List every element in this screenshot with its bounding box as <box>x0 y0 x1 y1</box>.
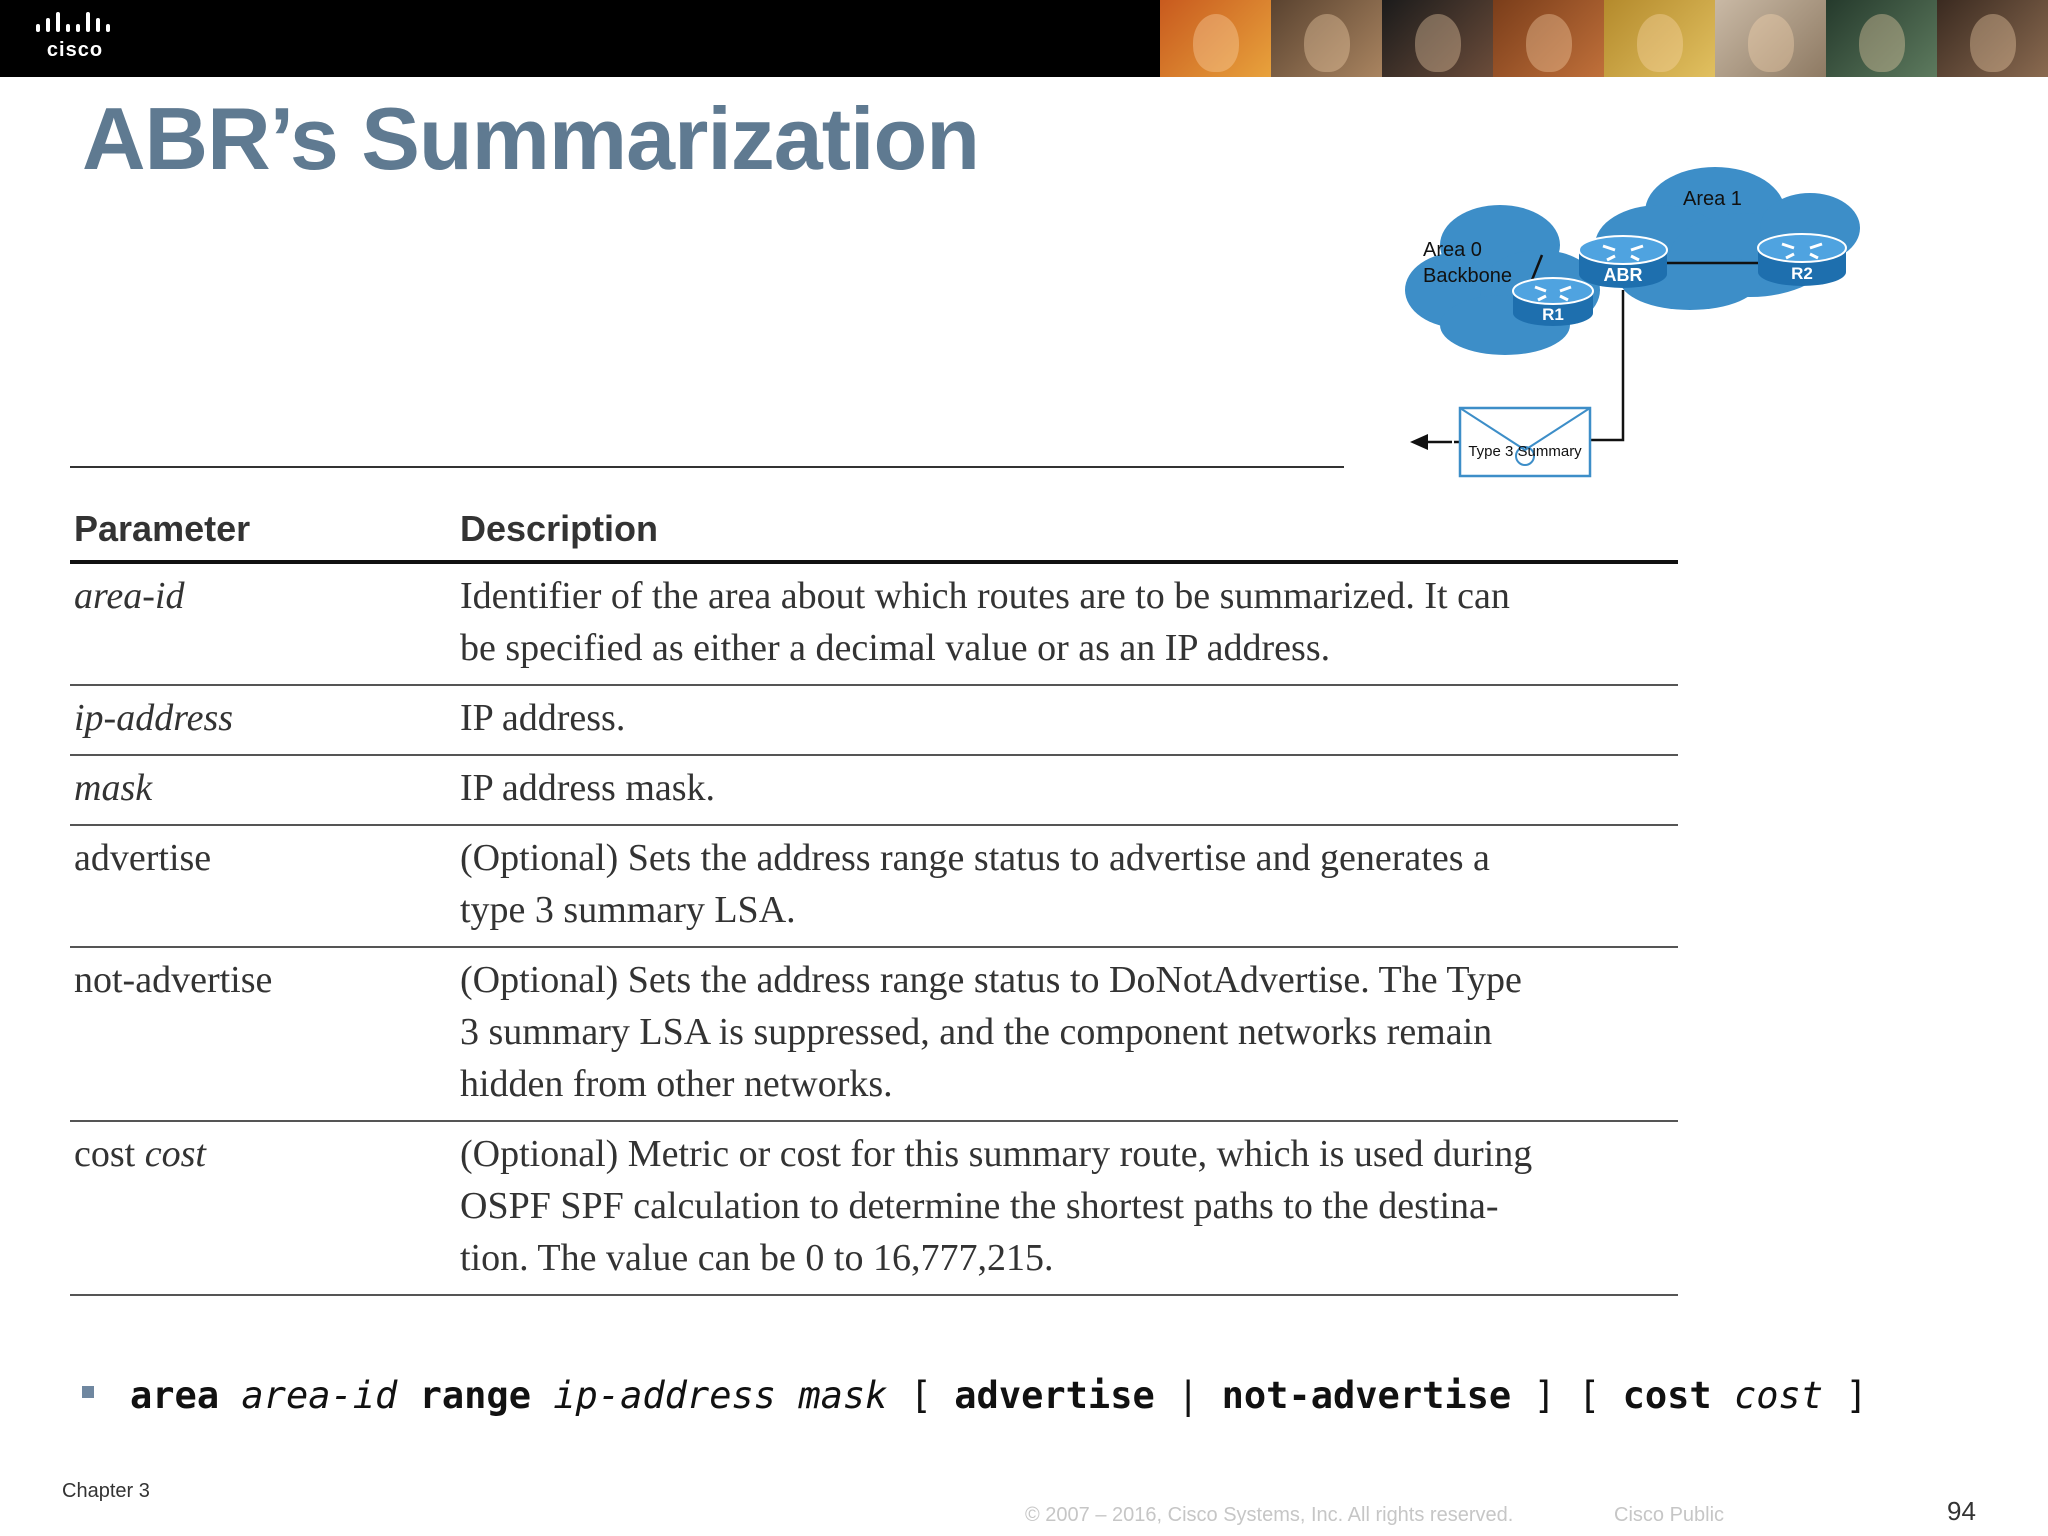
cmd-keyword: advertise <box>954 1374 1155 1417</box>
description-line: tion. The value can be 0 to 16,777,215. <box>460 1237 1054 1279</box>
photo-tile <box>1826 0 1937 77</box>
cmd-keyword: range <box>419 1374 531 1417</box>
photo-tile <box>1160 0 1271 77</box>
description-line: IP address mask. <box>460 767 716 809</box>
param-cell: mask <box>74 767 153 809</box>
backbone-label: Backbone <box>1423 265 1512 287</box>
description-line: 3 summary LSA is suppressed, and the component networks remain <box>460 1011 1493 1053</box>
param-argument: cost <box>144 1133 206 1175</box>
cisco-bars-icon <box>30 12 120 36</box>
command-syntax <box>82 1374 1868 1417</box>
cmd-argument: area-id <box>241 1374 398 1417</box>
cmd-bracket: ] <box>1845 1374 1868 1417</box>
table-row <box>70 564 1678 686</box>
table-row <box>70 686 1678 756</box>
chapter-label: Chapter 3 <box>62 1480 150 1502</box>
description-line: type 3 summary LSA. <box>460 889 796 931</box>
r2-router-icon <box>1758 234 1846 286</box>
classification-label: Cisco Public <box>1614 1504 1725 1526</box>
table-row <box>70 826 1678 948</box>
table-top-rule <box>70 466 1344 468</box>
param-cell <box>70 1128 460 1284</box>
description-cell <box>460 832 1678 936</box>
table-row <box>70 948 1678 1122</box>
param-keyword: cost <box>74 1133 136 1175</box>
bullet-icon <box>82 1386 94 1398</box>
abr-router-icon <box>1579 236 1667 288</box>
cmd-keyword: area <box>130 1374 220 1417</box>
param-cell: area-id <box>74 575 185 617</box>
cmd-keyword: cost <box>1622 1374 1712 1417</box>
description-line: OSPF SPF calculation to determine the shortest paths to the destina- <box>460 1185 1499 1227</box>
description-line: be specified as either a decimal value or as an IP address. <box>460 627 1331 669</box>
area1-label: Area 1 <box>1683 188 1742 210</box>
param-cell: not-advertise <box>74 959 273 1001</box>
lsa-label: Type 3 Summary <box>1468 443 1582 460</box>
photo-tile <box>1271 0 1382 77</box>
cmd-bracket: ] <box>1533 1374 1556 1417</box>
description-line: IP address. <box>460 697 626 739</box>
table-row <box>70 756 1678 826</box>
description-cell <box>460 762 1678 814</box>
r1-label: R1 <box>1542 305 1564 324</box>
description-cell <box>460 1128 1678 1284</box>
cmd-argument: ip-address <box>553 1374 777 1417</box>
header-parameter: Parameter <box>74 508 251 549</box>
arrow-left-icon <box>1410 434 1428 450</box>
area0-label: Area 0 <box>1423 239 1482 261</box>
photo-tile <box>1937 0 2048 77</box>
abr-label: ABR <box>1603 265 1643 285</box>
description-line: Identifier of the area about which routes are to be summarized. It can <box>460 575 1510 617</box>
cmd-bracket: [ <box>1578 1374 1601 1417</box>
parameter-table <box>70 500 1678 1296</box>
table-row <box>70 1122 1678 1296</box>
description-cell <box>460 692 1678 744</box>
photo-tile <box>1604 0 1715 77</box>
slide-title: ABR’s Summarization <box>82 89 980 188</box>
top-banner <box>0 0 2048 77</box>
cmd-pipe: | <box>1177 1374 1200 1417</box>
r2-label: R2 <box>1791 264 1813 283</box>
photo-tile <box>1493 0 1604 77</box>
cmd-argument: cost <box>1734 1374 1824 1417</box>
table-header-row <box>70 500 1678 564</box>
ospf-area-diagram <box>1390 150 1910 490</box>
description-line: (Optional) Sets the address range status to DoNotAdvertise. The Type <box>460 959 1522 1001</box>
copyright-notice: © 2007 – 2016, Cisco Systems, Inc. All rights reserved. <box>1025 1504 1514 1526</box>
cisco-wordmark: cisco <box>46 39 104 61</box>
header-description: Description <box>460 508 659 549</box>
cmd-argument: mask <box>798 1374 888 1417</box>
people-photo-strip <box>1160 0 2048 77</box>
r1-router-icon <box>1513 278 1593 326</box>
cmd-bracket: [ <box>909 1374 932 1417</box>
description-line: (Optional) Sets the address range status to advertise and generates a <box>460 837 1490 879</box>
description-cell <box>460 954 1678 1110</box>
description-line: hidden from other networks. <box>460 1063 893 1105</box>
param-cell: ip-address <box>74 697 234 739</box>
type3-summary-envelope-icon <box>1460 408 1590 476</box>
photo-tile <box>1382 0 1493 77</box>
description-line: (Optional) Metric or cost for this summary route, which is used during <box>460 1133 1533 1175</box>
page-number: 94 <box>1947 1496 1976 1526</box>
cisco-logo <box>30 12 120 67</box>
description-cell <box>460 570 1678 674</box>
param-cell: advertise <box>74 837 212 879</box>
cmd-keyword: not-advertise <box>1221 1374 1512 1417</box>
photo-tile <box>1715 0 1826 77</box>
